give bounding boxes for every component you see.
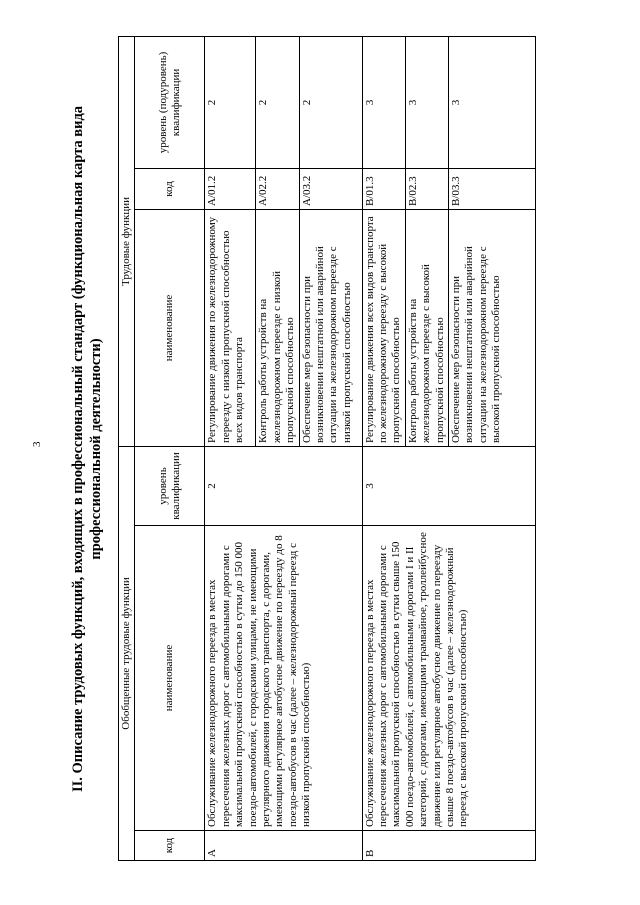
- header-row-2: [135, 36, 205, 860]
- function-name: Регулирование движения по железнодорожному переезду с низкой пропускной способностью всех видов транспорта: [205, 209, 256, 446]
- group-level: 2: [205, 446, 362, 525]
- header-level: уровень квалификации: [135, 446, 205, 525]
- function-level: 3: [449, 36, 536, 168]
- function-name: Обеспечение мер безопасности при возникновении нештатной или аварийной ситуации на железнодорожном переезде с низкой пропускной способностью: [299, 209, 362, 446]
- group-code: A: [205, 831, 362, 861]
- function-code: B/02.3: [405, 168, 448, 209]
- header-generalized-functions: Обобщенные трудовые функции: [119, 446, 135, 860]
- header-code: код: [135, 831, 205, 861]
- function-code: A/02.2: [256, 168, 299, 209]
- function-name: Контроль работы устройств на железнодорожном переезде с высокой пропускной способностью: [405, 209, 448, 446]
- header-sublevel: уровень (подуровень) квалификации: [135, 36, 205, 168]
- heading-line-1: II. Описание трудовых функций, входящих в профессиональный стандарт (функциональная карта вида: [70, 105, 86, 793]
- table-row: [205, 36, 256, 860]
- function-code: A/01.2: [205, 168, 256, 209]
- function-name: Обеспечение мер безопасности при возникновении нештатной или аварийной ситуации на железнодорожном переезде с высокой пропускной способностью: [449, 209, 536, 446]
- function-level: 2: [256, 36, 299, 168]
- header-function-code: код: [135, 168, 205, 209]
- function-code: B/01.3: [362, 168, 405, 209]
- rotated-page-content: [69, 37, 613, 861]
- function-name: Контроль работы устройств на железнодорожном переезде с низкой пропускной способностью: [256, 209, 299, 446]
- page-number: 3: [31, 441, 43, 447]
- function-code: B/03.3: [449, 168, 536, 209]
- header-row-1: [119, 36, 135, 860]
- function-level: 2: [299, 36, 362, 168]
- header-function-name: наименование: [135, 209, 205, 446]
- section-heading: [69, 37, 105, 861]
- group-level: 3: [362, 446, 535, 525]
- function-level: 2: [205, 36, 256, 168]
- table-row: [362, 36, 405, 860]
- function-level: 3: [362, 36, 405, 168]
- header-name: наименование: [135, 526, 205, 831]
- functional-map-table: [118, 36, 536, 861]
- group-code: B: [362, 831, 535, 861]
- function-level: 3: [405, 36, 448, 168]
- function-name: Регулирование движения всех видов транспорта по железнодорожному переезду с высокой пропускной способностью: [362, 209, 405, 446]
- group-name: Обслуживание железнодорожного переезда в местах пересечения железных дорог с автомобильными дорогами с максимальной пропускной способностью в сутки свыше 150 000 поездо-автомобилей, с автомобильными дорогами I и II категорий, с дорогами, имеющими трамвайное, троллейбусное движение или регулярное автобусное движение по переезду свыше 8 поездо-автобусов в час (далее – железнодорожный переезд с высокой пропускной способностью): [362, 526, 535, 831]
- header-labor-functions: Трудовые функции: [119, 36, 135, 446]
- heading-line-2: профессиональной деятельности): [88, 338, 104, 560]
- function-code: A/03.2: [299, 168, 362, 209]
- group-name: Обслуживание железнодорожного переезда в местах пересечения железных дорог с автомобильными дорогами с максимальной пропускной способностью в сутки до 150 000 поездо-автомобилей, с городскими улицами, не имеющими регулярного движения городского транспорта, с дорогами, имеющими регулярное автобусное движение по переезду до 8 поездо-автобусов в час (далее – железнодорожный переезд с низкой пропускной способностью): [205, 526, 362, 831]
